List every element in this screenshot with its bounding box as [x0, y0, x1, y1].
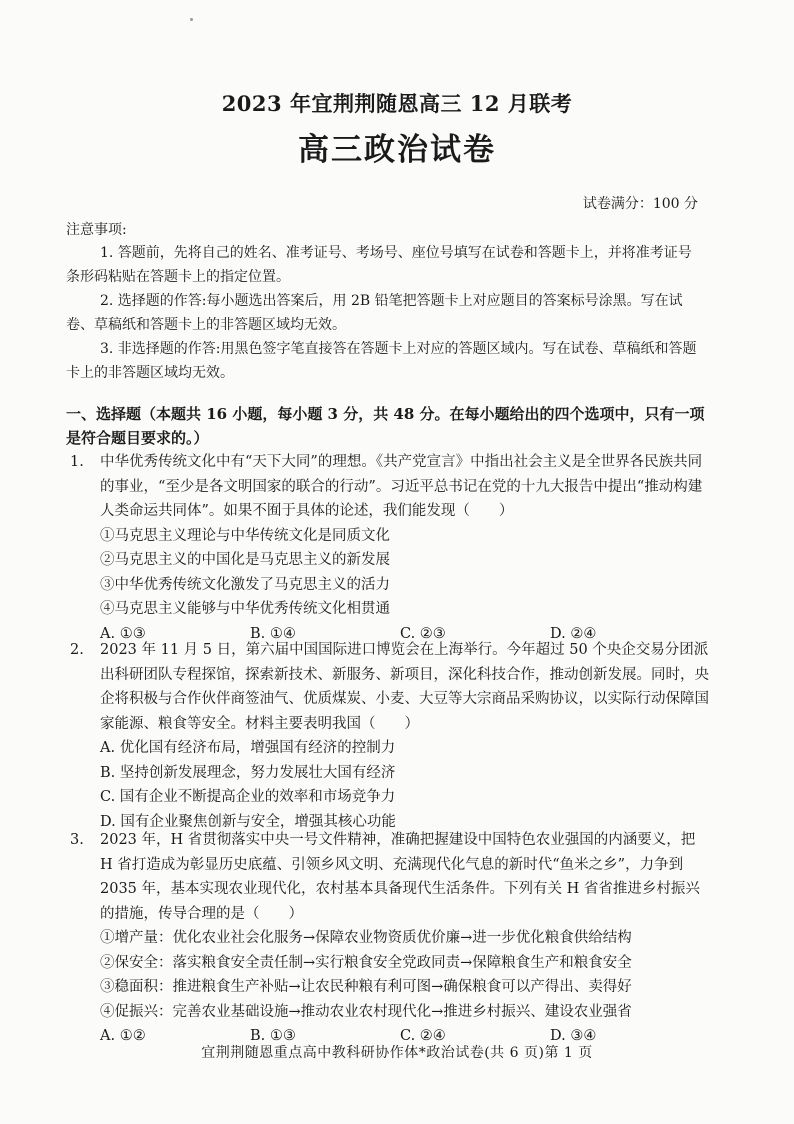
statement-item: ④促振兴：完善农业基础设施→推动农业农村现代化→推进乡村振兴、建设农业强省	[100, 1003, 632, 1020]
question-stem: 中华优秀传统文化中有“天下大同”的理想。《共产党宣言》中指出社会主义是全世界各民族共同的事业，“至少是各文明国家的联合的行动”。习近平总书记在党的十九大报告中提出“推动构建人类命运共同体”。如果不囿于具体的论述，我们能发现（ ）	[100, 454, 703, 519]
option-item: D. 国有企业聚焦创新与安全，增强其核心功能	[100, 813, 396, 830]
question-stem: 2023 年 11 月 5 日，第六届中国国际进口博览会在上海举行。今年超过 50 个央企交易分团派出科研团队专程探馆，探索新技术、新服务、新项目，深化科技合作，推动创新发展。同时，央企将积极与合作伙伴商签油气、优质煤炭、小麦、大豆等大宗商品采购协议，以实际行动保障国家能源、粮食等安全。材料主要表明我国（ ）	[100, 642, 709, 732]
choice-a: A. ①③	[100, 625, 146, 642]
choice-b: B. ①④	[250, 625, 296, 642]
statement-item: ①增产量：优化农业社会化服务→保障农业物资质优价廉→进一步优化粮食供给结构	[100, 930, 632, 946]
question-number: 1.	[70, 454, 84, 470]
statement-item: ②保安全：落实粮食安全责任制→实行粮食安全党政同责→保障粮食生产和粮食安全	[100, 954, 632, 971]
exam-title: 高三政治试卷	[298, 132, 496, 168]
question-stem: 2023 年，H 省贯彻落实中央一号文件精神，准确把握建设中国特色农业强国的内涵要义，把 H 省打造成为彰显历史底蕴、引领乡风文明、充满现代化气息的新时代“鱼米之乡”，力争到 2035 年，基本实现农业现代化，农村基本具备现代生活条件。下列有关 H 省省推进乡村振兴的措施，传导合理的是（ ）	[100, 832, 700, 922]
choice-c: C. ②④	[400, 1028, 446, 1044]
note-item-3: 3. 非选择题的作答:用黑色签字笔直接答在答题卡上对应的答题区域内。写在试卷、草稿纸和答题卡上的非答题区域均无效。	[66, 341, 697, 381]
statement-item: ①马克思主义理论与中华传统文化是同质文化	[100, 527, 390, 544]
question-2	[70, 638, 710, 834]
choice-a: A. ①②	[100, 1028, 146, 1044]
notes-title: 注意事项:	[66, 222, 127, 238]
note-item-1: 1. 答题前，先将自己的姓名、准考证号、考场号、座位号填写在试卷和答题卡上，并将准考证号条形码粘贴在答题卡上的指定位置。	[66, 245, 692, 285]
full-score: 试卷满分：100 分	[582, 196, 698, 212]
question-number: 3.	[70, 832, 84, 848]
choice-b: B. ①③	[250, 1028, 296, 1044]
statement-item: ③中华优秀传统文化激发了马克思主义的活力	[100, 576, 390, 593]
question-1	[70, 450, 710, 646]
question-number: 2.	[70, 642, 84, 658]
exam-header: 2023 年宜荆荆随恩高三 12 月联考	[221, 91, 573, 116]
option-item: A. 优化国有经济布局，增强国有经济的控制力	[100, 740, 396, 756]
section-heading: 一、选择题（本题共 16 小题，每小题 3 分，共 48 分。在每小题给出的四个选项中，只有一项是符合题目要求的。）	[66, 405, 705, 447]
statement-item: ④马克思主义能够与中华优秀传统文化相贯通	[100, 601, 390, 617]
scan-speck	[190, 18, 193, 21]
choice-d: D. ③④	[550, 1028, 597, 1044]
page-footer: 宜荆荆随恩重点高中教科研协作体*政治试卷(共 6 页)第 1 页	[201, 1045, 593, 1061]
note-item-2: 2. 选择题的作答:每小题选出答案后，用 2B 铅笔把答题卡上对应题目的答案标号涂黑。写在试卷、草稿纸和答题卡上的非答题区域均无效。	[66, 293, 683, 333]
statement-item: ②马克思主义的中国化是马克思主义的新发展	[100, 552, 390, 568]
statement-item: ③稳面积：推进粮食生产补贴→让农民种粮有利可图→确保粮食可以产得出、卖得好	[100, 979, 632, 995]
choice-d: D. ②④	[550, 625, 597, 642]
option-item: B. 坚持创新发展理念，努力发展壮大国有经济	[100, 764, 396, 781]
question-3	[70, 828, 710, 1049]
choice-c: C. ②③	[400, 625, 446, 642]
option-item: C. 国有企业不断提高企业的效率和市场竞争力	[100, 789, 396, 805]
